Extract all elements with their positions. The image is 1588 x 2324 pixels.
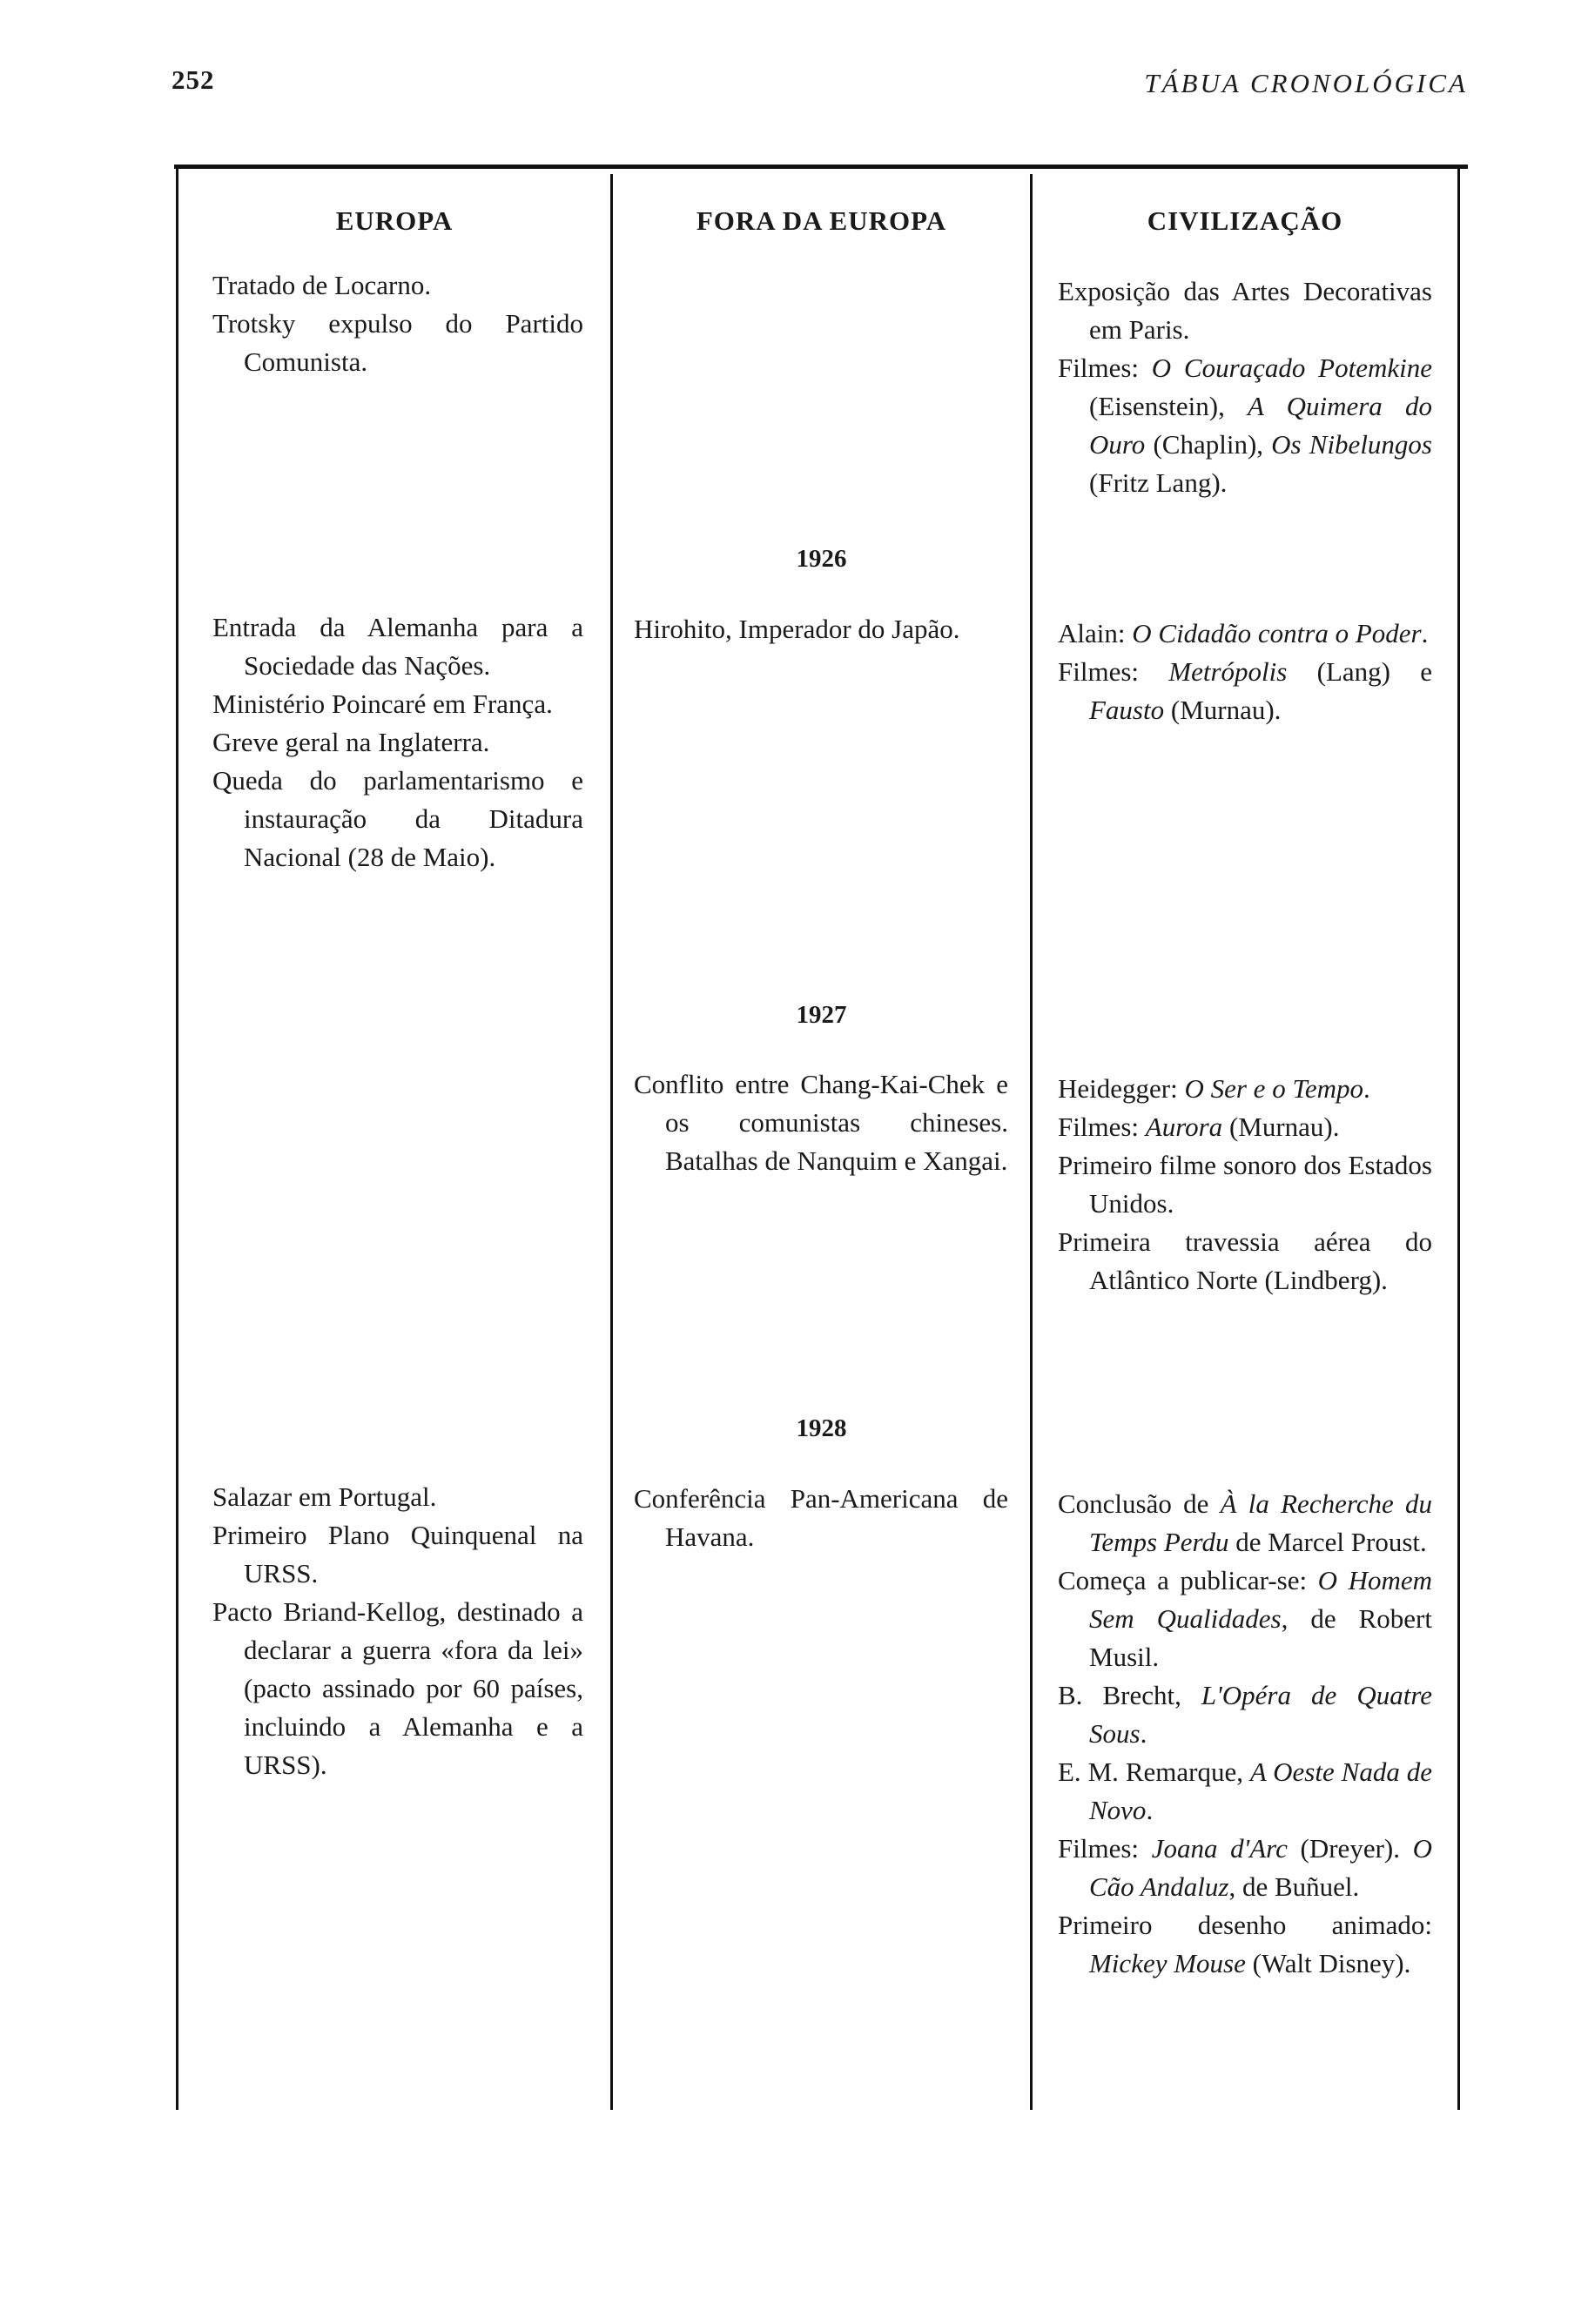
europe-cell-1928 (212, 1478, 583, 1784)
civilization-cell-1926 (1058, 615, 1432, 729)
column-header-europe: EUROPA (335, 205, 454, 236)
outside-europe-cell-1928 (634, 1480, 1008, 1556)
entry: Entrada da Alemanha para a Sociedade das Nações. (212, 612, 583, 681)
entry: Começa a publicar-se: O Homem Sem Qualidades, de Robert Musil. (1058, 1565, 1432, 1672)
entry: Filmes: Aurora (Murnau). (1058, 1112, 1340, 1142)
entry: Heidegger: O Ser e o Tempo. (1058, 1073, 1370, 1104)
page-number: 252 (172, 64, 215, 95)
year-label-1926: 1926 (796, 545, 847, 573)
europe-cell-1926 (212, 608, 583, 877)
entry: Trotsky expulso do Partido Comunista. (212, 308, 583, 377)
entry: Exposição das Artes Decorativas em Paris. (1058, 276, 1432, 345)
entry: Conferência Pan-Americana de Havana. (634, 1483, 1008, 1552)
column-divider-right (1457, 169, 1460, 2110)
entry: E. M. Remarque, A Oeste Nada de Novo. (1058, 1756, 1432, 1825)
europe-cell-1925 (212, 266, 583, 381)
entry: Salazar em Portugal. (212, 1481, 437, 1512)
entry: Primeiro desenho animado: Mickey Mouse (Walt Disney). (1058, 1910, 1432, 1978)
civilization-cell-1928 (1058, 1485, 1432, 1983)
entry: Conclusão de À la Recherche du Temps Perdu de Marcel Proust. (1058, 1488, 1432, 1557)
entry: Filmes: Joana d'Arc (Dreyer). O Cão Andaluz, de Buñuel. (1058, 1833, 1433, 1902)
civilization-cell-1927 (1058, 1070, 1432, 1300)
column-divider-2 (1030, 174, 1033, 2110)
entry: Conflito entre Chang-Kai-Chek e os comunistas chineses. Batalhas de Nanquim e Xangai. (634, 1069, 1008, 1176)
entry: Queda do parlamentarismo e instauração da Ditadura Nacional (28 de Maio). (212, 765, 583, 872)
outside-europe-cell-1927 (634, 1065, 1008, 1180)
entry: Greve geral na Inglaterra. (212, 727, 490, 757)
entry: Filmes: O Couraçado Potemkine (Eisenstein), A Quimera do Ouro (Chaplin), Os Nibelungos (Fritz Lang). (1058, 353, 1433, 498)
entry: Alain: O Cidadão contra o Poder. (1058, 618, 1429, 648)
entry: B. Brecht, L'Opéra de Quatre Sous. (1058, 1680, 1433, 1749)
outside-europe-cell-1926 (634, 610, 1008, 648)
entry: Tratado de Locarno. (212, 270, 432, 300)
year-label-1927: 1927 (796, 1001, 847, 1029)
column-header-civilization: CIVILIZAÇÃO (1147, 205, 1343, 236)
year-label-1928: 1928 (796, 1414, 847, 1442)
entry: Pacto Briand-Kellog, destinado a declarar a guerra «fora da lei» (pacto assinado por 60 países, incluindo a Alemanha e a URSS). (212, 1596, 583, 1780)
running-title: TÁBUA CRONOLÓGICA (1144, 68, 1468, 98)
column-header-outside-europe: FORA DA EUROPA (696, 205, 947, 236)
column-divider-left (176, 169, 178, 2110)
entry: Hirohito, Imperador do Japão. (634, 614, 960, 644)
entry: Ministério Poincaré em França. (212, 688, 553, 719)
entry: Filmes: Metrópolis (Lang) e Fausto (Murnau). (1058, 656, 1433, 725)
entry: Primeira travessia aérea do Atlântico Norte (Lindberg). (1058, 1226, 1432, 1295)
column-divider-1 (610, 174, 613, 2110)
entry: Primeiro Plano Quinquenal na URSS. (212, 1520, 583, 1589)
table-top-rule (174, 165, 1468, 169)
civilization-cell-1925 (1058, 272, 1432, 502)
entry: Primeiro filme sonoro dos Estados Unidos. (1058, 1150, 1432, 1219)
